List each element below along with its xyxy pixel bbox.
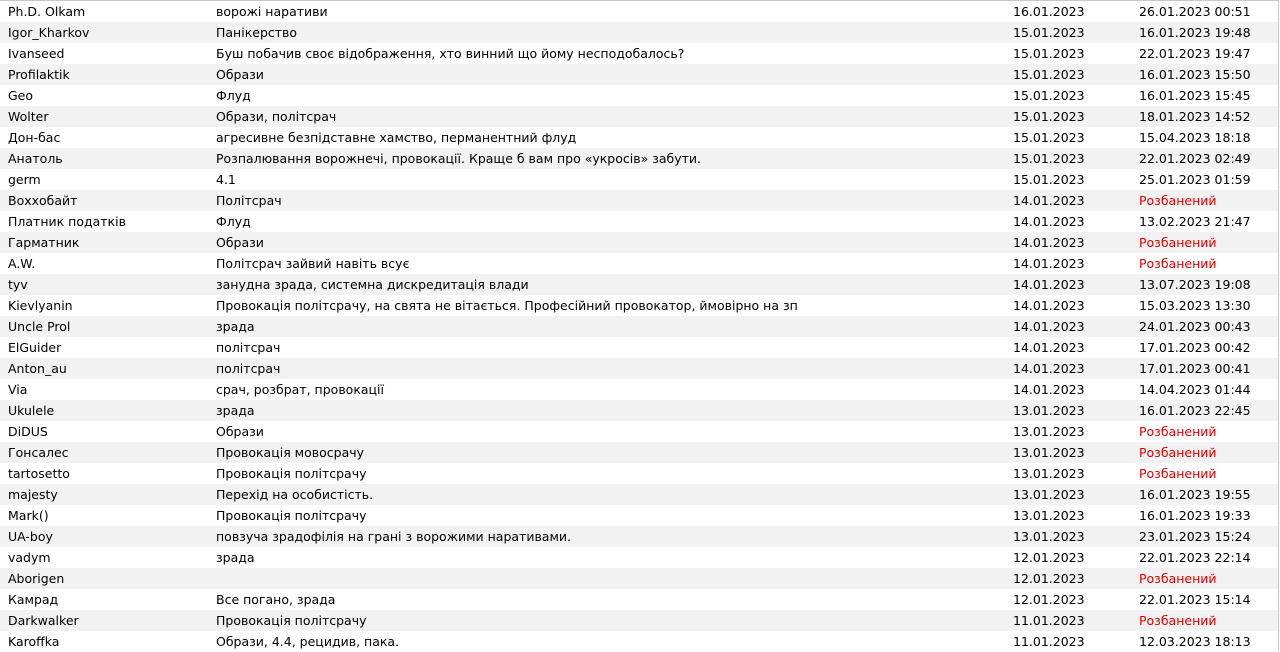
ban-date-cell: 15.01.2023 (1013, 106, 1139, 127)
unbanned-status-cell: Розбанений (1139, 568, 1278, 589)
table-row (0, 232, 1278, 253)
table-row (0, 526, 1278, 547)
ban-date-cell: 15.01.2023 (1013, 64, 1139, 85)
username-cell[interactable]: Anton_au (0, 358, 216, 379)
ban-date-cell: 11.01.2023 (1013, 610, 1139, 631)
username-cell[interactable]: A.W. (8, 256, 36, 271)
reason-cell: занудна зрада, системна дискредитація влади (216, 274, 1013, 295)
ban-date-cell: 12.01.2023 (1013, 550, 1085, 565)
ban-until-cell: 24.01.2023 00:43 (1139, 316, 1278, 337)
unbanned-status-cell: Розбанений (1139, 610, 1278, 631)
table-row (0, 211, 1278, 232)
table-row (0, 148, 1278, 169)
ban-date-cell: 13.01.2023 (1013, 466, 1085, 481)
reason-cell: Образи (216, 64, 1013, 85)
reason-cell: Образи, політсрач (216, 106, 1013, 127)
ban-date-cell: 14.01.2023 (1013, 382, 1085, 397)
table-row (0, 589, 1278, 610)
ban-date-cell: 16.01.2023 (1013, 4, 1085, 19)
username-cell[interactable]: vadym (8, 550, 51, 565)
ban-date-cell: 12.01.2023 (1013, 592, 1085, 607)
username-cell[interactable]: germ (8, 172, 41, 187)
username-cell[interactable]: Ivanseed (8, 46, 65, 61)
username-cell[interactable]: Ph.D. Olkam (8, 4, 86, 19)
reason-cell: Образи (216, 424, 264, 439)
ban-date-cell: 12.01.2023 (1013, 568, 1139, 589)
ban-date-cell: 15.01.2023 (1013, 148, 1139, 169)
username-cell[interactable]: DiDUS (8, 424, 48, 439)
unbanned-status-cell: Розбанений (1139, 190, 1278, 211)
username-cell[interactable]: Geo (8, 88, 34, 103)
username-cell[interactable]: Via (8, 382, 28, 397)
ban-date-cell: 14.01.2023 (1013, 316, 1139, 337)
reason-cell: зрада (216, 400, 1013, 421)
username-cell[interactable]: Uncle Prol (0, 316, 216, 337)
ban-date-cell: 14.01.2023 (1013, 232, 1139, 253)
reason-cell: Провокація політсрачу (216, 610, 1013, 631)
table-row (0, 1, 1278, 22)
reason-cell: Флуд (216, 88, 251, 103)
ban-until-cell: 17.01.2023 00:41 (1139, 358, 1278, 379)
table-row (0, 631, 1278, 652)
username-cell[interactable]: Воххобайт (0, 190, 216, 211)
ban-until-cell: 16.01.2023 22:45 (1139, 400, 1278, 421)
ban-date-cell: 13.01.2023 (1013, 400, 1139, 421)
table-row (0, 442, 1278, 463)
table-row (0, 106, 1278, 127)
username-cell[interactable]: Igor_Kharkov (0, 22, 216, 43)
username-cell[interactable]: Ukulele (0, 400, 216, 421)
username-cell[interactable]: Darkwalker (0, 610, 216, 631)
username-cell[interactable]: Mark() (8, 508, 49, 523)
reason-cell: Образи (216, 232, 1013, 253)
ban-date-cell: 13.01.2023 (1013, 424, 1085, 439)
ban-date-cell: 13.01.2023 (1013, 508, 1085, 523)
ban-date-cell: 14.01.2023 (1013, 358, 1139, 379)
ban-until-cell: 23.01.2023 15:24 (1139, 526, 1278, 547)
table-row (0, 463, 1278, 484)
ban-date-cell: 14.01.2023 (1013, 190, 1139, 211)
reason-cell: Провокація політсрачу, на свята не вітається. Професійний провокатор, ймовірно на зп (216, 298, 798, 313)
ban-until-cell: 16.01.2023 19:33 (1139, 508, 1251, 523)
reason-cell: повзуча зрадофілія на грані з ворожими наративами. (216, 526, 1013, 547)
username-cell[interactable]: UA-boy (0, 526, 216, 547)
reason-cell: політсрач (216, 358, 1013, 379)
reason-cell: Розпалювання ворожнечі, провокації. Краще б вам про «укросів» забути. (216, 148, 1013, 169)
ban-until-cell: 16.01.2023 19:55 (1139, 484, 1278, 505)
ban-date-cell: 14.01.2023 (1013, 274, 1139, 295)
table-row (0, 316, 1278, 337)
ban-until-cell: 15.03.2023 13:30 (1139, 298, 1251, 313)
reason-cell: Все погано, зрада (216, 592, 336, 607)
unbanned-status-cell: Розбанений (1139, 442, 1278, 463)
username-cell[interactable]: tyv (0, 274, 216, 295)
reason-cell: агресивне безпідставне хамство, перманентний флуд (216, 130, 577, 145)
table-row (0, 379, 1278, 400)
username-cell[interactable]: Камрад (8, 592, 59, 607)
ban-date-cell: 15.01.2023 (1013, 88, 1085, 103)
ban-until-cell: 12.03.2023 18:13 (1139, 634, 1251, 649)
ban-date-cell: 15.01.2023 (1013, 130, 1085, 145)
username-cell[interactable]: Анатоль (0, 148, 216, 169)
ban-until-cell: 25.01.2023 01:59 (1139, 172, 1251, 187)
username-cell[interactable]: Гарматник (0, 232, 216, 253)
table-row (0, 85, 1278, 106)
username-cell[interactable]: Дон-бас (8, 130, 61, 145)
reason-cell: зрада (216, 550, 255, 565)
username-cell[interactable]: Kievlyanin (8, 298, 73, 313)
table-row (0, 547, 1278, 568)
reason-cell: Флуд (216, 214, 251, 229)
username-cell[interactable]: tartosetto (8, 466, 70, 481)
ban-until-cell: 15.04.2023 18:18 (1139, 130, 1251, 145)
unbanned-status-cell: Розбанений (1139, 424, 1217, 439)
username-cell[interactable]: Aborigen (0, 568, 216, 589)
ban-date-cell: 14.01.2023 (1013, 340, 1085, 355)
table-row (0, 169, 1278, 190)
unbanned-status-cell: Розбанений (1139, 256, 1217, 271)
table-row (0, 568, 1278, 589)
ban-until-cell: 26.01.2023 00:51 (1139, 4, 1251, 19)
ban-list-table (0, 1, 1278, 652)
ban-date-cell: 15.01.2023 (1013, 172, 1085, 187)
reason-cell: Перехід на особистість. (216, 484, 1013, 505)
reason-cell: Провокація політсрачу (216, 466, 367, 481)
table-row (0, 610, 1278, 631)
unbanned-status-cell: Розбанений (1139, 232, 1278, 253)
table-row (0, 358, 1278, 379)
reason-cell: Політсрач зайвий навіть всує (216, 256, 410, 271)
table-row (0, 127, 1278, 148)
ban-until-cell: 22.01.2023 15:14 (1139, 592, 1251, 607)
reason-cell: Панікерство (216, 22, 1013, 43)
ban-until-cell: 17.01.2023 00:42 (1139, 340, 1251, 355)
ban-until-cell: 18.01.2023 14:52 (1139, 106, 1278, 127)
reason-cell: Політсрач (216, 190, 1013, 211)
table-row (0, 421, 1278, 442)
table-row (0, 337, 1278, 358)
ban-until-cell: 14.04.2023 01:44 (1139, 382, 1251, 397)
ban-until-cell: 22.01.2023 02:49 (1139, 148, 1278, 169)
username-cell[interactable]: Платник податків (8, 214, 126, 229)
table-row (0, 400, 1278, 421)
reason-cell: Провокація мовосрачу (216, 442, 1013, 463)
table-row (0, 190, 1278, 211)
ban-date-cell: 13.01.2023 (1013, 442, 1139, 463)
username-cell[interactable]: Гонсалес (0, 442, 216, 463)
unbanned-status-cell: Розбанений (1139, 466, 1217, 481)
ban-date-cell: 11.01.2023 (1013, 634, 1085, 649)
ban-date-cell: 13.01.2023 (1013, 484, 1139, 505)
reason-cell: Образи, 4.4, рецидив, пака. (216, 634, 400, 649)
reason-cell: Буш побачив своє відображення, хто винний що йому несподобалось? (216, 46, 685, 61)
table-row (0, 43, 1278, 64)
reason-cell: Провокація політсрачу (216, 508, 367, 523)
table-row (0, 484, 1278, 505)
username-cell[interactable]: Wolter (0, 106, 216, 127)
ban-date-cell: 14.01.2023 (1013, 298, 1085, 313)
table-row (0, 295, 1278, 316)
ban-until-cell: 16.01.2023 15:45 (1139, 88, 1251, 103)
table-row (0, 253, 1278, 274)
ban-until-cell: 22.01.2023 19:47 (1139, 46, 1251, 61)
username-cell[interactable]: majesty (0, 484, 216, 505)
ban-until-cell: 13.07.2023 19:08 (1139, 274, 1278, 295)
ban-until-cell: 16.01.2023 15:50 (1139, 64, 1278, 85)
ban-until-cell: 22.01.2023 22:14 (1139, 550, 1251, 565)
reason-cell: зрада (216, 316, 1013, 337)
ban-until-cell: 13.02.2023 21:47 (1139, 214, 1251, 229)
table-row (0, 22, 1278, 43)
ban-date-cell: 14.01.2023 (1013, 256, 1085, 271)
reason-cell: срач, розбрат, провокації (216, 382, 384, 397)
ban-list-body (0, 1, 1278, 652)
table-row (0, 64, 1278, 85)
reason-cell: політсрач (216, 340, 281, 355)
ban-date-cell: 15.01.2023 (1013, 46, 1085, 61)
username-cell[interactable]: Karoffka (8, 634, 60, 649)
ban-date-cell: 15.01.2023 (1013, 22, 1139, 43)
ban-date-cell: 13.01.2023 (1013, 526, 1139, 547)
reason-cell (216, 568, 1013, 589)
ban-until-cell: 16.01.2023 19:48 (1139, 22, 1278, 43)
table-row (0, 505, 1278, 526)
ban-date-cell: 14.01.2023 (1013, 214, 1085, 229)
table-row (0, 274, 1278, 295)
username-cell[interactable]: Profilaktik (0, 64, 216, 85)
reason-cell: ворожі наративи (216, 4, 328, 19)
username-cell[interactable]: ElGuider (8, 340, 62, 355)
reason-cell: 4.1 (216, 172, 236, 187)
